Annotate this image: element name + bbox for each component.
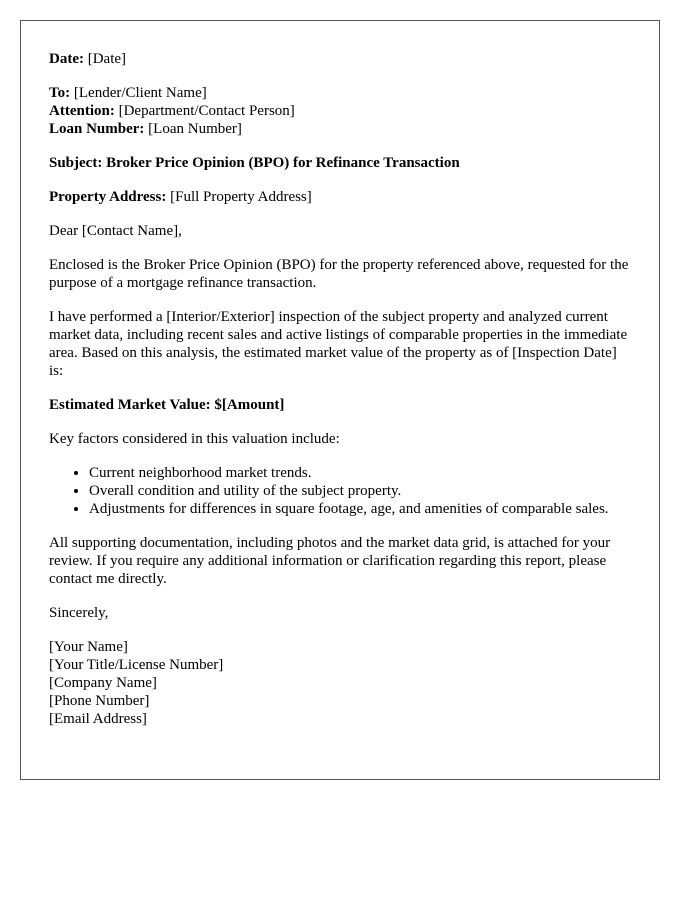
subject-line (49, 154, 631, 172)
loan-number-label: Loan Number: (49, 121, 145, 137)
signature-company: [Company Name] (49, 675, 157, 691)
factors-list (49, 464, 631, 518)
signature-title: [Your Title/License Number] (49, 657, 224, 673)
date-line (49, 50, 631, 68)
date-label: Date: (49, 51, 84, 67)
intro-paragraph: Enclosed is the Broker Price Opinion (BPO) for the property referenced above, requested for the purpose of a mortgage refinance transaction. (49, 257, 629, 291)
attention-value: [Department/Contact Person] (118, 103, 295, 119)
estimated-value-text: Estimated Market Value: $[Amount] (49, 397, 285, 413)
letter-document (20, 20, 660, 780)
list-item: • Current neighborhood market trends. (89, 464, 631, 482)
date-value: [Date] (87, 51, 127, 67)
salutation: Dear [Contact Name], (49, 223, 182, 239)
to-line (49, 84, 631, 102)
signature-phone: [Phone Number] (49, 693, 150, 709)
loan-number-value: [Loan Number] (148, 121, 242, 137)
to-value: [Lender/Client Name] (73, 85, 207, 101)
inspection-paragraph: I have performed a [Interior/Exterior] inspection of the subject property and analyzed current market data, including recent sales and active listings of comparable properties in the immediate area. Based on this analysis, the estimated market value of the property as of [Inspection Date] is: (49, 309, 628, 379)
property-address-label: Property Address: (49, 189, 167, 205)
signature-block (49, 638, 631, 728)
list-item: • Adjustments for differences in square footage, age, and amenities of comparable sales. (89, 500, 631, 518)
property-address-value: [Full Property Address] (170, 189, 312, 205)
recipient-block (49, 84, 631, 138)
estimated-value-line (49, 396, 631, 414)
list-item: • Overall condition and utility of the subject property. (89, 482, 631, 500)
signature-email: [Email Address] (49, 711, 147, 727)
documentation-paragraph: All supporting documentation, including photos and the market data grid, is attached for your review. If you require any additional information or clarification regarding this report, please contact me directly. (49, 535, 611, 587)
loan-number-line (49, 120, 631, 138)
attention-label: Attention: (49, 103, 115, 119)
subject-text: Subject: Broker Price Opinion (BPO) for Refinance Transaction (49, 155, 460, 171)
to-label: To: (49, 85, 71, 101)
closing: Sincerely, (49, 605, 109, 621)
attention-line (49, 102, 631, 120)
property-address-line (49, 188, 631, 206)
factors-intro: Key factors considered in this valuation include: (49, 431, 340, 447)
signature-name: [Your Name] (49, 639, 128, 655)
